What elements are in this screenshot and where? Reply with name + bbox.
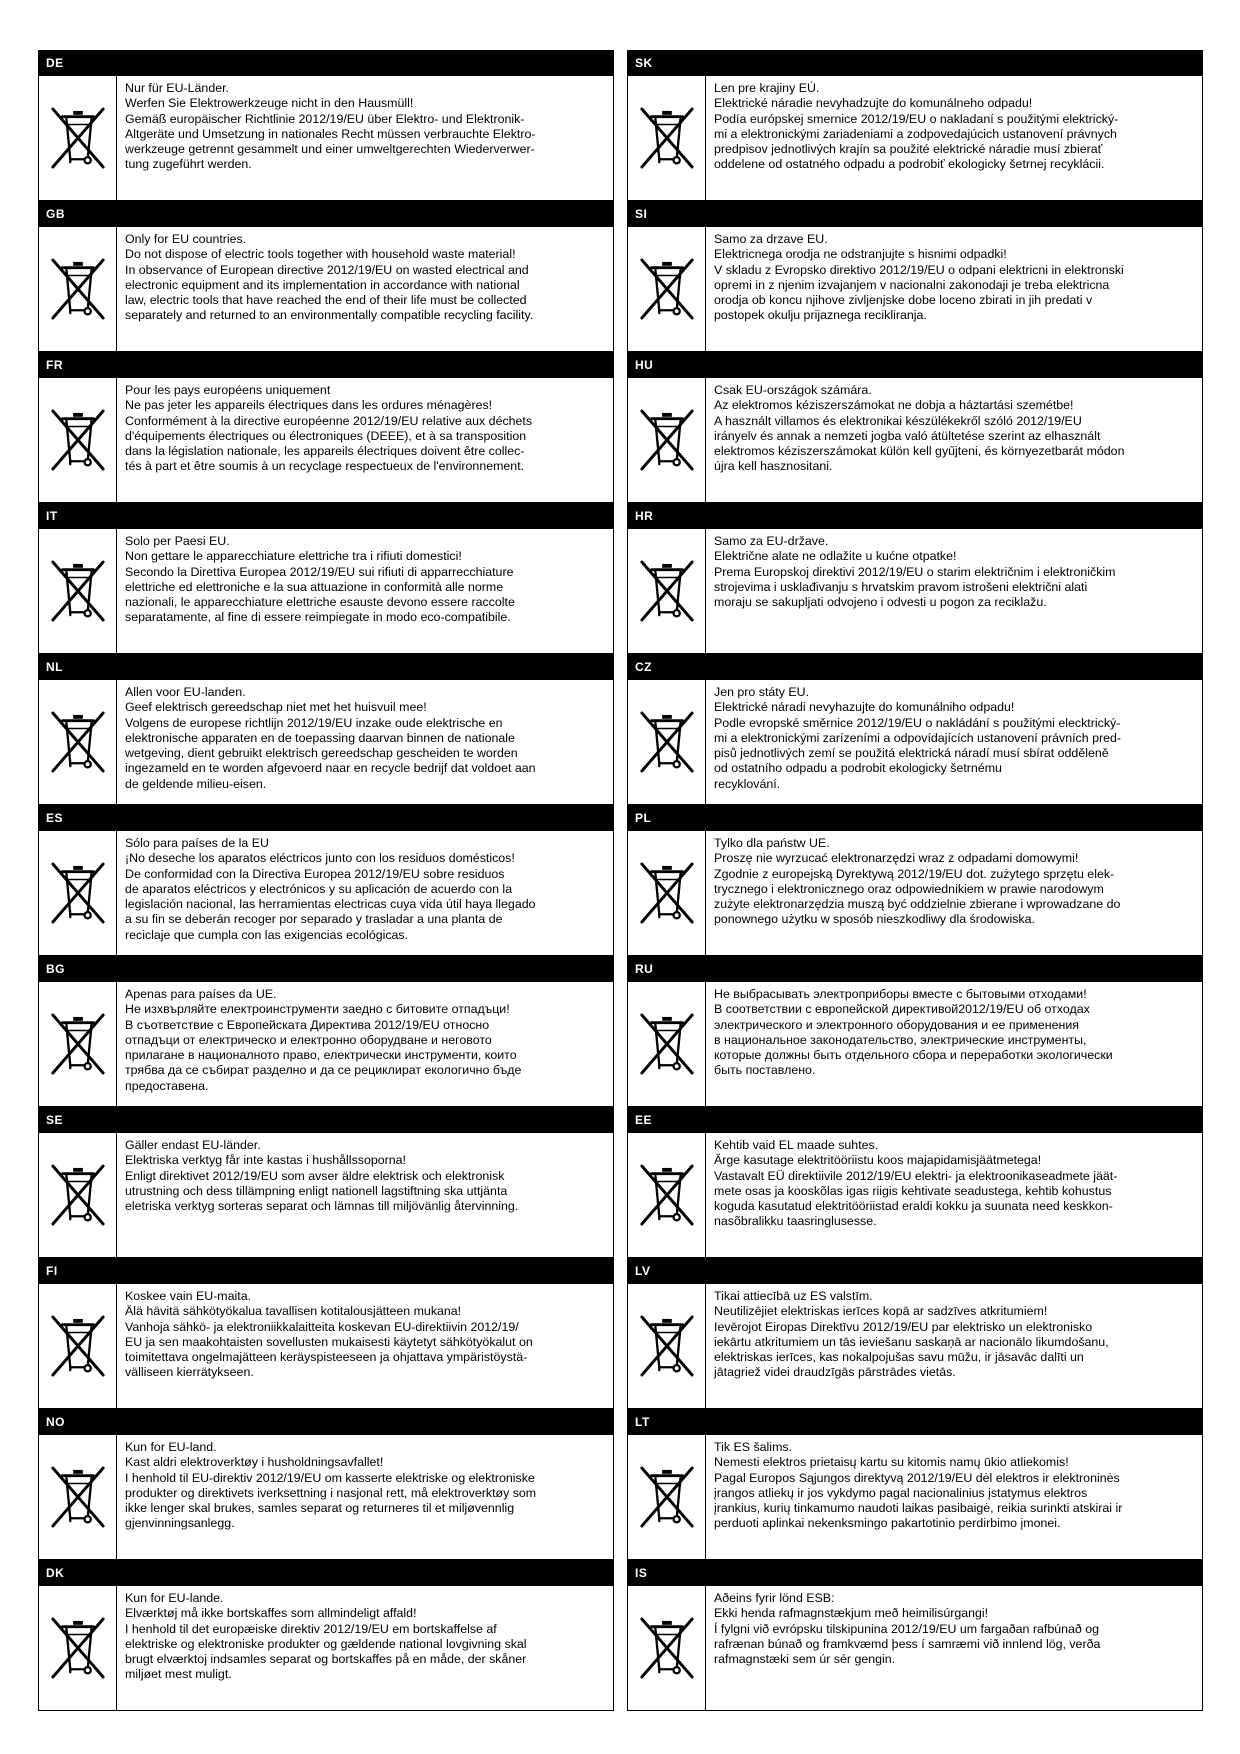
language-code: BG — [38, 956, 614, 982]
section-text: Kun for EU-lande. Elværktøj må ikke bortskaffes som allmindeligt affald! I henhold til det europæiske direktiv 2012/19/EU em bortskaffelse af elektriske og elektroniske produkter og gældende national lovgivning skal brugt elværktoj indsamles separat og bortskaffes på en måde, der skåner miljøet mest muligt. — [125, 1591, 527, 1682]
section-text: Aðeins fyrir lönd ESB: Ekki henda rafmagnstækjum með heimilisúrgangi! Í fylgni við evrópsku tilskipunina 2012/19/EU um fargaðan rafbúnað og rafrænan búnað og framkvæmd þess í samræmi við innlend lög, verða rafmagnstæki sem úr sér gengin. — [714, 1591, 1101, 1667]
section-lt — [627, 1409, 1203, 1560]
section-text: Kun for EU-land. Kast aldri elektroverktøy i husholdningsavfallet! I henhold til EU-direktiv 2012/19/EU om kasserte elektriske og elektroniske produkter og direktivets iverksettning i nasjonal rett, må elektroverktøy som ikke lenger skal brukes, samles separat og returneres til et miljøvennlig gjenvinningsanlegg. — [125, 1440, 537, 1531]
crossed-out-wheelie-bin-icon — [49, 407, 107, 473]
crossed-out-wheelie-bin-icon — [638, 558, 696, 624]
section-es — [38, 805, 614, 956]
section-text: Only for EU countries. Do not dispose of electric tools together with household waste material! In observance of European directive 2012/19/EU on wasted electrical and electronic equipment and its implementation in accordance with national law, electric tools that have reached the end of their life must be collected separately and returned to an environmentally compatible recycling facility. — [125, 232, 534, 323]
section-text: Pour les pays européens uniquement Ne pas jeter les appareils électriques dans les ordures ménagères! Conformément à la directive européenne 2012/19/EU relative aux déchets d'équipements électriques ou électroniques (DEEE), et à sa transposition dans la législation nationale, les appareils électriques doivent être collec- tés à part et être soumis à un recyclage respectueux de l'environnement. — [125, 383, 533, 474]
crossed-out-wheelie-bin-icon — [49, 709, 107, 775]
language-code: FR — [38, 352, 614, 378]
crossed-out-wheelie-bin-icon — [49, 1011, 107, 1077]
section-text: Koskee vain EU-maita. Älä hävitä sähkötyökalua tavallisen kotitalousjätteen mukana! Vanhoja sähkö- ja elektroniikkalaitteita koskevan EU-direktiivin 2012/19/ EU ja sen maakohtaisten sovellusten mukaisesti käytetyt sähkötyökalut on toimitettava ongelmajätteen keräyspisteeseen ja ohjattava ympäristöystä- välliseen kierrätykseen. — [125, 1289, 533, 1380]
language-code: LV — [627, 1258, 1203, 1284]
crossed-out-wheelie-bin-icon — [638, 709, 696, 775]
crossed-out-wheelie-bin-icon — [49, 1464, 107, 1530]
section-lv — [627, 1258, 1203, 1409]
section-cz — [627, 654, 1203, 805]
language-code: EE — [627, 1107, 1203, 1133]
language-code: CZ — [627, 654, 1203, 680]
section-bg — [38, 956, 614, 1107]
section-text: Не выбрасывать электроприборы вместе с бытовыми отходами! В соответствии с европейской директивой2012/19/EU об отходах электрического и электронного оборудования и ее применения в национальное законодательство, электрические инструменты, которые должны быть отдельного сбора и переработки экологически быть поставлено. — [714, 987, 1113, 1078]
crossed-out-wheelie-bin-icon — [638, 256, 696, 322]
section-gb — [38, 201, 614, 352]
language-code: SE — [38, 1107, 614, 1133]
section-dk — [38, 1560, 614, 1711]
section-no — [38, 1409, 614, 1560]
crossed-out-wheelie-bin-icon — [638, 407, 696, 473]
language-code: SK — [627, 50, 1203, 76]
section-text: Solo per Paesi EU. Non gettare le apparecchiature elettriche tra i rifiuti domestici! Secondo la Direttiva Europea 2012/19/EU sui rifiuti di apparrecchiature elettriche ed elettroniche e la sua attuazione in conformità alle norme nazionali, le apparecchiature elettriche esauste devono essere raccolte separatamente, al fine di essere reimpiegate in modo eco-compatibile. — [125, 534, 515, 625]
section-de — [38, 50, 614, 201]
crossed-out-wheelie-bin-icon — [49, 558, 107, 624]
language-code: DE — [38, 50, 614, 76]
crossed-out-wheelie-bin-icon — [49, 256, 107, 322]
section-it — [38, 503, 614, 654]
language-code: PL — [627, 805, 1203, 831]
section-nl — [38, 654, 614, 805]
section-fi — [38, 1258, 614, 1409]
crossed-out-wheelie-bin-icon — [638, 105, 696, 171]
crossed-out-wheelie-bin-icon — [638, 860, 696, 926]
language-code: DK — [38, 1560, 614, 1586]
section-is — [627, 1560, 1203, 1711]
section-sk — [627, 50, 1203, 201]
language-code: SI — [627, 201, 1203, 227]
section-text: Csak EU-országok számára. Az elektromos kéziszerszámokat ne dobja a háztartási szemétbe! A használt villamos és elektronikai készülékekről szóló 2012/19/EU irányelv és annak a nemzeti jogba való átültetése szerint az elhasznált elektromos kéziszerszámokat külön kell gyűjteni, és környezetbarát módon újra kell hasznositani. — [714, 383, 1125, 474]
crossed-out-wheelie-bin-icon — [49, 1615, 107, 1681]
crossed-out-wheelie-bin-icon — [638, 1615, 696, 1681]
language-code: NO — [38, 1409, 614, 1435]
section-se — [38, 1107, 614, 1258]
section-ee — [627, 1107, 1203, 1258]
crossed-out-wheelie-bin-icon — [638, 1464, 696, 1530]
language-code: IS — [627, 1560, 1203, 1586]
crossed-out-wheelie-bin-icon — [49, 1313, 107, 1379]
section-text: Tikai attiecībā uz ES valstīm. Neutilizējiet elektriskas ierīces kopā ar sadzīves atkritumiem! Ievērojot Eiropas Direktīvu 2012/19/EU par elektrisko un elektronisko iekārtu atkritumiem un tās ieviešanu saskaņā ar nacionālo likumdošanu, elektriskas ierīces, kas nokalpojušas savu mūžu, ir jāsavāc dalīti un jātagriež videi draudzīgās pārstrādes vietās. — [714, 1289, 1109, 1380]
crossed-out-wheelie-bin-icon — [49, 860, 107, 926]
language-code: ES — [38, 805, 614, 831]
crossed-out-wheelie-bin-icon — [638, 1313, 696, 1379]
section-pl — [627, 805, 1203, 956]
section-text: Tylko dla państw UE. Proszę nie wyrzucać elektronarzędzi wraz z odpadami domowymi! Zgodnie z europejską Dyrektywą 2012/19/EU dot. zużytego sprzętu elek- trycznego i elektronicznego oraz odpowiednikiem w prawie narodowym zużyte elektronarzędzia muszą być oddzielnie zbierane i wprowadzane do ponownego użytku w sposób nieszkodliwy dla środowiska. — [714, 836, 1121, 927]
language-code: IT — [38, 503, 614, 529]
language-code: HR — [627, 503, 1203, 529]
language-code: FI — [38, 1258, 614, 1284]
section-hr — [627, 503, 1203, 654]
section-text: Samo za EU-države. Električne alate ne odlažite u kućne otpatke! Prema Europskoj direktivi 2012/19/EU o starim električnim i elektroničkim strojevima i usklađivanju s hrvatskim pravom istrošeni električni alati moraju se sakupljati odvojeno i odvesti u pogon za reciklažu. — [714, 534, 1116, 610]
section-text: Len pre krajiny EÚ. Elektrické náradie nevyhadzujte do komunálneho odpadu! Podía európskej smernice 2012/19/EU o nakladaní s použitými elektrický- mi a elektronickými zariadeniami a zodpovedajúcich ustanovení právnych predpisov jednotlivých krajín sa použité elektrické náradie musí zbierať oddelene od ostatného odpadu a podrobiť ekologicky šetrnej recyklácii. — [714, 81, 1119, 172]
crossed-out-wheelie-bin-icon — [49, 105, 107, 171]
section-ru — [627, 956, 1203, 1107]
section-text: Gäller endast EU-länder. Elektriska verktyg får inte kastas i hushållssoporna! Enligt direktivet 2012/19/EU som avser äldre elektrisk och elektronisk utrustning och dess tillämpning enligt nationell lagstiftning ska uttjänta eletriska verktyg sorteras separat och lämnas till miljövänlig återvinning. — [125, 1138, 519, 1214]
section-text: Kehtib vaid EL maade suhtes. Ärge kasutage elektritööriistu koos majapidamisjäätmetega! Vastavalt EÜ direktiivile 2012/19/EU elektri- ja elektroonikaseadmete jäät- mete osas ja kooskõlas igas riigis kehtivate seadustega, kehtib kohustus koguda kasutatud elektritööriistad eraldi kokku ja suunata need keskkon- nasõbralikku taasringlusesse. — [714, 1138, 1118, 1229]
language-code: GB — [38, 201, 614, 227]
section-si — [627, 201, 1203, 352]
section-text: Jen pro státy EU. Elektrické náradi nevyhazujte do komunálniho odpadu! Podle evropské směrnice 2012/19/EU o nakládání s použitými elecktrický- mi a elektronickými zarízeními a odpovídajících ustanovení právních pred- pisů jednotlivých zemí se použitá elektrická náradí musí sbírat odděleně od ostatního odpadu a podrobit ekologicky šetrnému recyklování. — [714, 685, 1122, 791]
section-text: Nur für EU-Länder. Werfen Sie Elektrowerkzeuge nicht in den Hausmüll! Gemäß europäischer Richtlinie 2012/19/EU über Elektro- und Elektronik- Altgeräte und Umsetzung in nationales Recht müssen verbrauchte Elektro- werkzeuge getrennt gesammelt und einer umweltgerechten Wiederverwer- tung zugeführt werden. — [125, 81, 536, 172]
section-text: Samo za drzave EU. Elektricnega orodja ne odstranjujte s hisnimi odpadki! V skladu z Evropsko direktivo 2012/19/EU o odpani elektricni in elektronski opremi in z njenim izvajanjem v nacionalni zakonodaji je treba elektricna orodja ob koncu njihove zivljenjske dobe loceno zbirati in jih predati v postopek okulju prijaznega recikliranja. — [714, 232, 1124, 323]
section-text: Sólo para países de la EU ¡No deseche los aparatos eléctricos junto con los residuos domésticos! De conformidad con la Directiva Europea 2012/19/EU sobre residuos de aparatos eléctricos y electrónicos y su aplicación de acuerdo con la legislación nacional, las herramientas electricas cuya vida útil haya llegado a su fin se deberán recoger por separado y trasladar a una planta de reciclaje que cumpla con las exigencias ecológicas. — [125, 836, 536, 942]
section-text: Apenas para países da UE. Не изхвърляйте електроинструменти заедно с битовите отпадъци! В съответствие с Европейската Директива 2012/19/EU относно отпадъци от електрическо и електронно оборудване и неговото прилагане в националното право, електрически инструменти, които трябва да се събират разделно и да се рециклират екологично бъде предоставена. — [125, 987, 522, 1093]
left-column — [38, 50, 614, 1711]
crossed-out-wheelie-bin-icon — [49, 1162, 107, 1228]
language-code: RU — [627, 956, 1203, 982]
section-hu — [627, 352, 1203, 503]
language-code: LT — [627, 1409, 1203, 1435]
language-code: NL — [38, 654, 614, 680]
section-text: Allen voor EU-landen. Geef elektrisch gereedschap niet met het huisvuil mee! Volgens de europese richtlijn 2012/19/EU inzake oude elektrische en elektronische apparaten en de toepassing daarvan binnen de nationale wetgeving, dient gebruikt elektrisch gereedschap gescheiden te worden ingezameld en te worden afgevoerd naar en recycle bedrijf dat voldoet aan de geldende milieu-eisen. — [125, 685, 536, 791]
right-column — [627, 50, 1203, 1711]
section-text: Tik ES šalims. Nemesti elektros prietaisų kartu su kitomis namų ūkio atliekomis! Pagal Europos Sąjungos direktyvą 2012/19/EU dėl elektros ir elektroninės įrangos atliekų ir jos vykdymo pagal nacionalinius įstatymus elektros įrankius, kurių tinkamumo naudoti laikas pasibaigė, reikia surinkti atskirai ir perduoti aplinkai nekenksmingo pakartotinio perdirbimo įmonei. — [714, 1440, 1123, 1531]
crossed-out-wheelie-bin-icon — [638, 1162, 696, 1228]
crossed-out-wheelie-bin-icon — [638, 1011, 696, 1077]
section-fr — [38, 352, 614, 503]
language-code: HU — [627, 352, 1203, 378]
